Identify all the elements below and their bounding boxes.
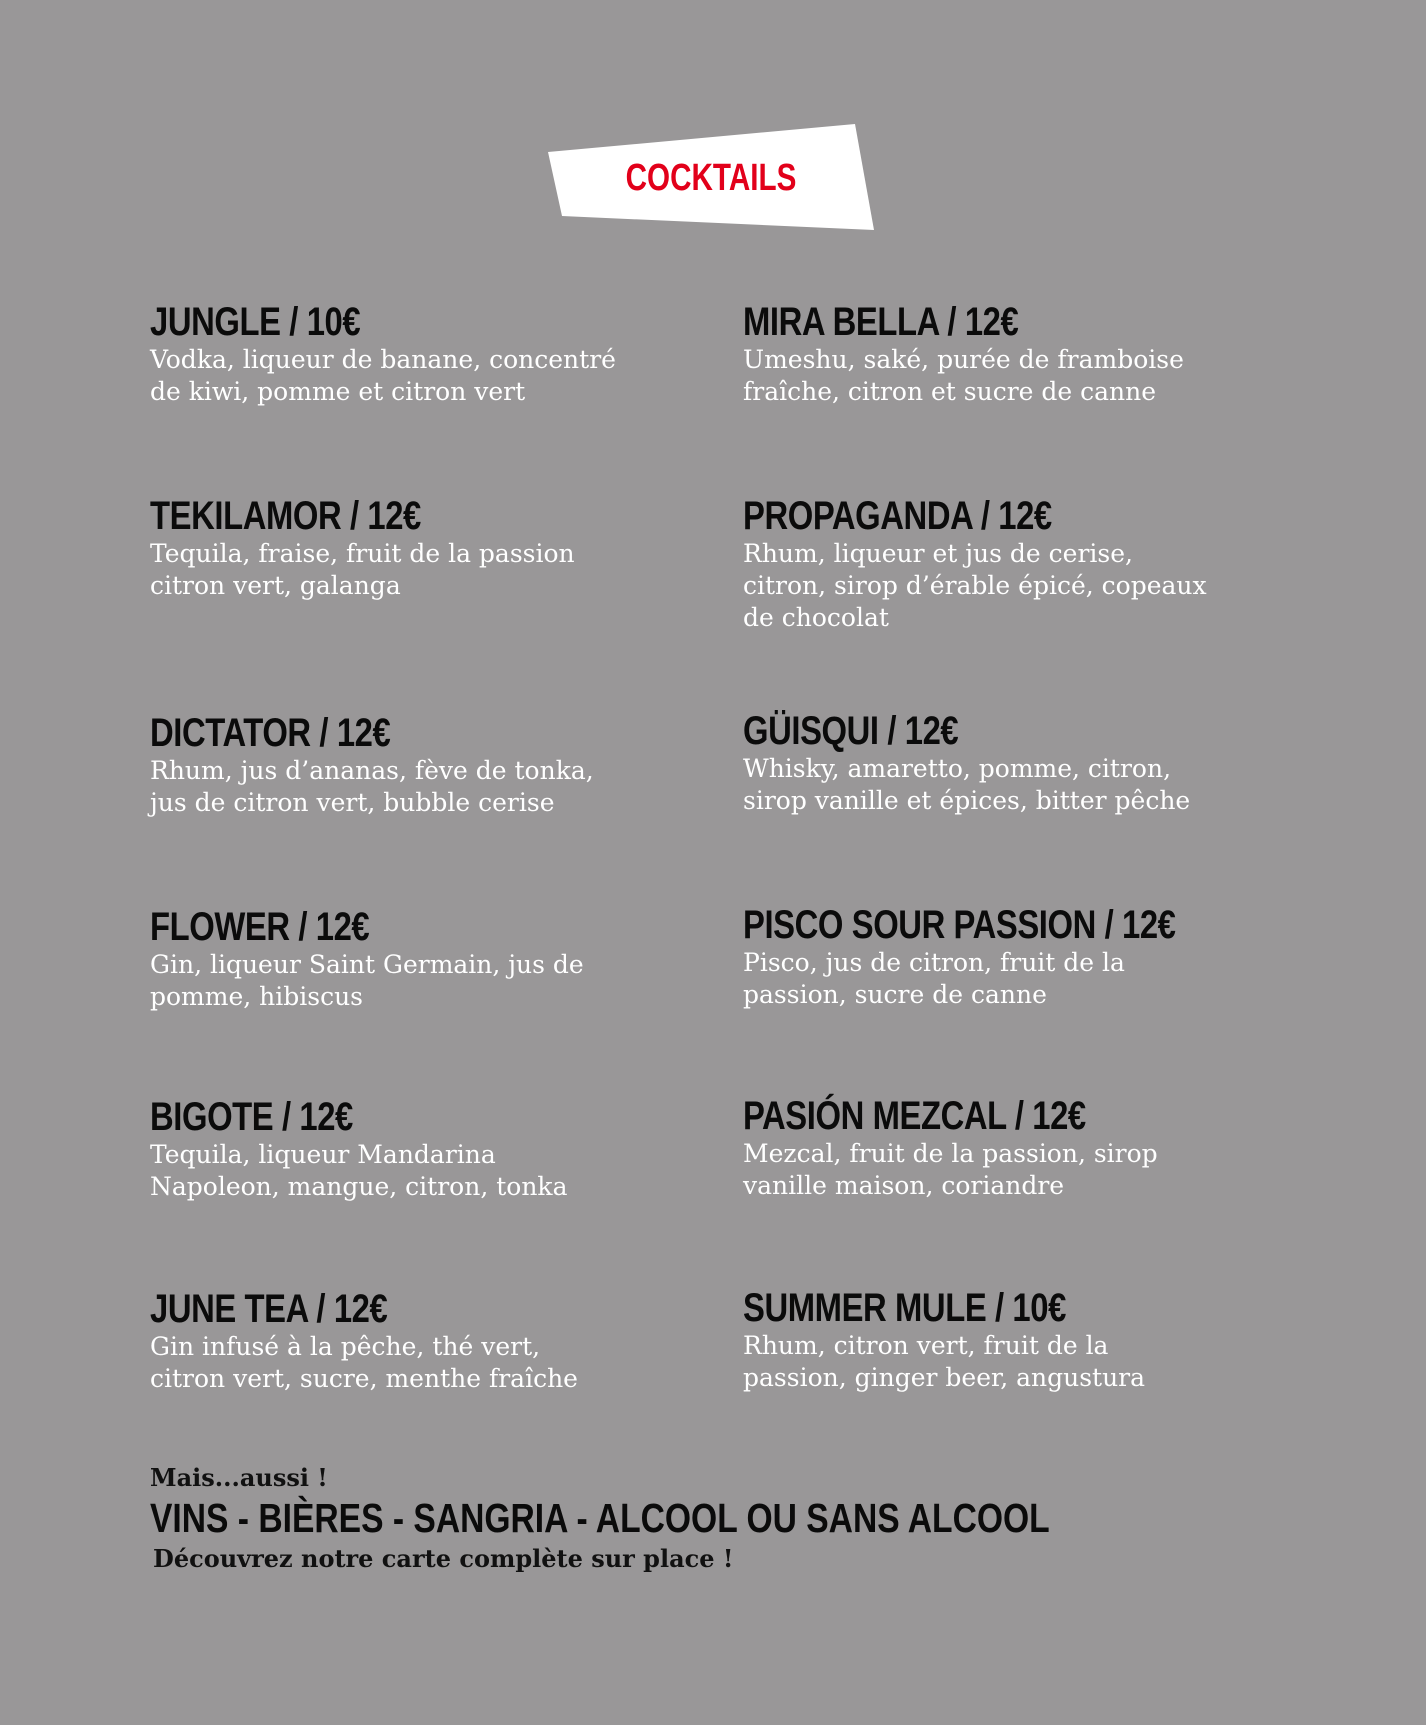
footer (150, 1462, 1300, 1576)
menu-item-propaganda (743, 494, 1303, 634)
menu-item-name: BIGOTE / 12€ (150, 1095, 353, 1139)
menu-item-name: GÜISQUI / 12€ (743, 709, 959, 753)
menu-item-description: Rhum, jus d’ananas, fève de tonka, jus de citron vert, bubble cerise (150, 756, 594, 817)
menu-item-description: Gin infusé à la pêche, thé vert, citron vert, sucre, menthe fraîche (150, 1332, 578, 1393)
menu-item-name: SUMMER MULE / 10€ (743, 1286, 1066, 1330)
menu-item-description: Mezcal, fruit de la passion, sirop vanille maison, coriandre (743, 1139, 1158, 1200)
menu-item-name: DICTATOR / 12€ (150, 711, 391, 755)
menu-item-description: Vodka, liqueur de banane, concentré de kiwi, pomme et citron vert (150, 345, 616, 406)
menu-item-name: PASIÓN MEZCAL / 12€ (743, 1094, 1086, 1138)
menu-item-name: FLOWER / 12€ (150, 905, 370, 949)
menu-item-june-tea (150, 1287, 710, 1395)
menu-item-name: MIRA BELLA / 12€ (743, 300, 1019, 344)
menu-item-pisco-sour-passion (743, 903, 1303, 1011)
section-title: COCKTAILS (625, 157, 797, 199)
menu-item-description: Tequila, liqueur Mandarina Napoleon, mangue, citron, tonka (150, 1140, 568, 1201)
menu-item-description: Rhum, liqueur et jus de cerise, citron, sirop d’érable épicé, copeaux de chocolat (743, 539, 1207, 632)
menu-item-mira-bella (743, 300, 1303, 408)
menu-item-jungle (150, 300, 710, 408)
footer-intro: Mais...aussi ! (150, 1463, 328, 1492)
menu-item-description: Pisco, jus de citron, fruit de la passion, sucre de canne (743, 948, 1125, 1009)
menu-item-name: TEKILAMOR / 12€ (150, 494, 421, 538)
menu-item-guisqui (743, 709, 1303, 817)
menu-item-tekilamor (150, 494, 710, 602)
menu-item-flower (150, 905, 710, 1013)
cocktails-banner (548, 124, 874, 230)
footer-note: Découvrez notre carte complète sur place ! (153, 1544, 734, 1573)
menu-item-bigote (150, 1095, 710, 1203)
menu-item-name: JUNE TEA / 12€ (150, 1287, 388, 1331)
menu-item-description: Rhum, citron vert, fruit de la passion, ginger beer, angustura (743, 1331, 1146, 1392)
menu-item-summer-mule (743, 1286, 1303, 1394)
menu-item-pasion-mezcal (743, 1094, 1303, 1202)
menu-item-description: Umeshu, saké, purée de framboise fraîche, citron et sucre de canne (743, 345, 1184, 406)
menu-item-description: Whisky, amaretto, pomme, citron, sirop vanille et épices, bitter pêche (743, 754, 1191, 815)
menu-item-name: PROPAGANDA / 12€ (743, 494, 1052, 538)
menu-item-description: Tequila, fraise, fruit de la passion citron vert, galanga (150, 539, 575, 600)
menu-item-description: Gin, liqueur Saint Germain, jus de pomme, hibiscus (150, 950, 584, 1011)
menu-item-name: PISCO SOUR PASSION / 12€ (743, 903, 1176, 947)
menu-item-dictator (150, 711, 710, 819)
footer-categories: VINS - BIÈRES - SANGRIA - ALCOOL OU SANS ALCOOL (150, 1495, 1050, 1541)
menu-item-name: JUNGLE / 10€ (150, 300, 361, 344)
